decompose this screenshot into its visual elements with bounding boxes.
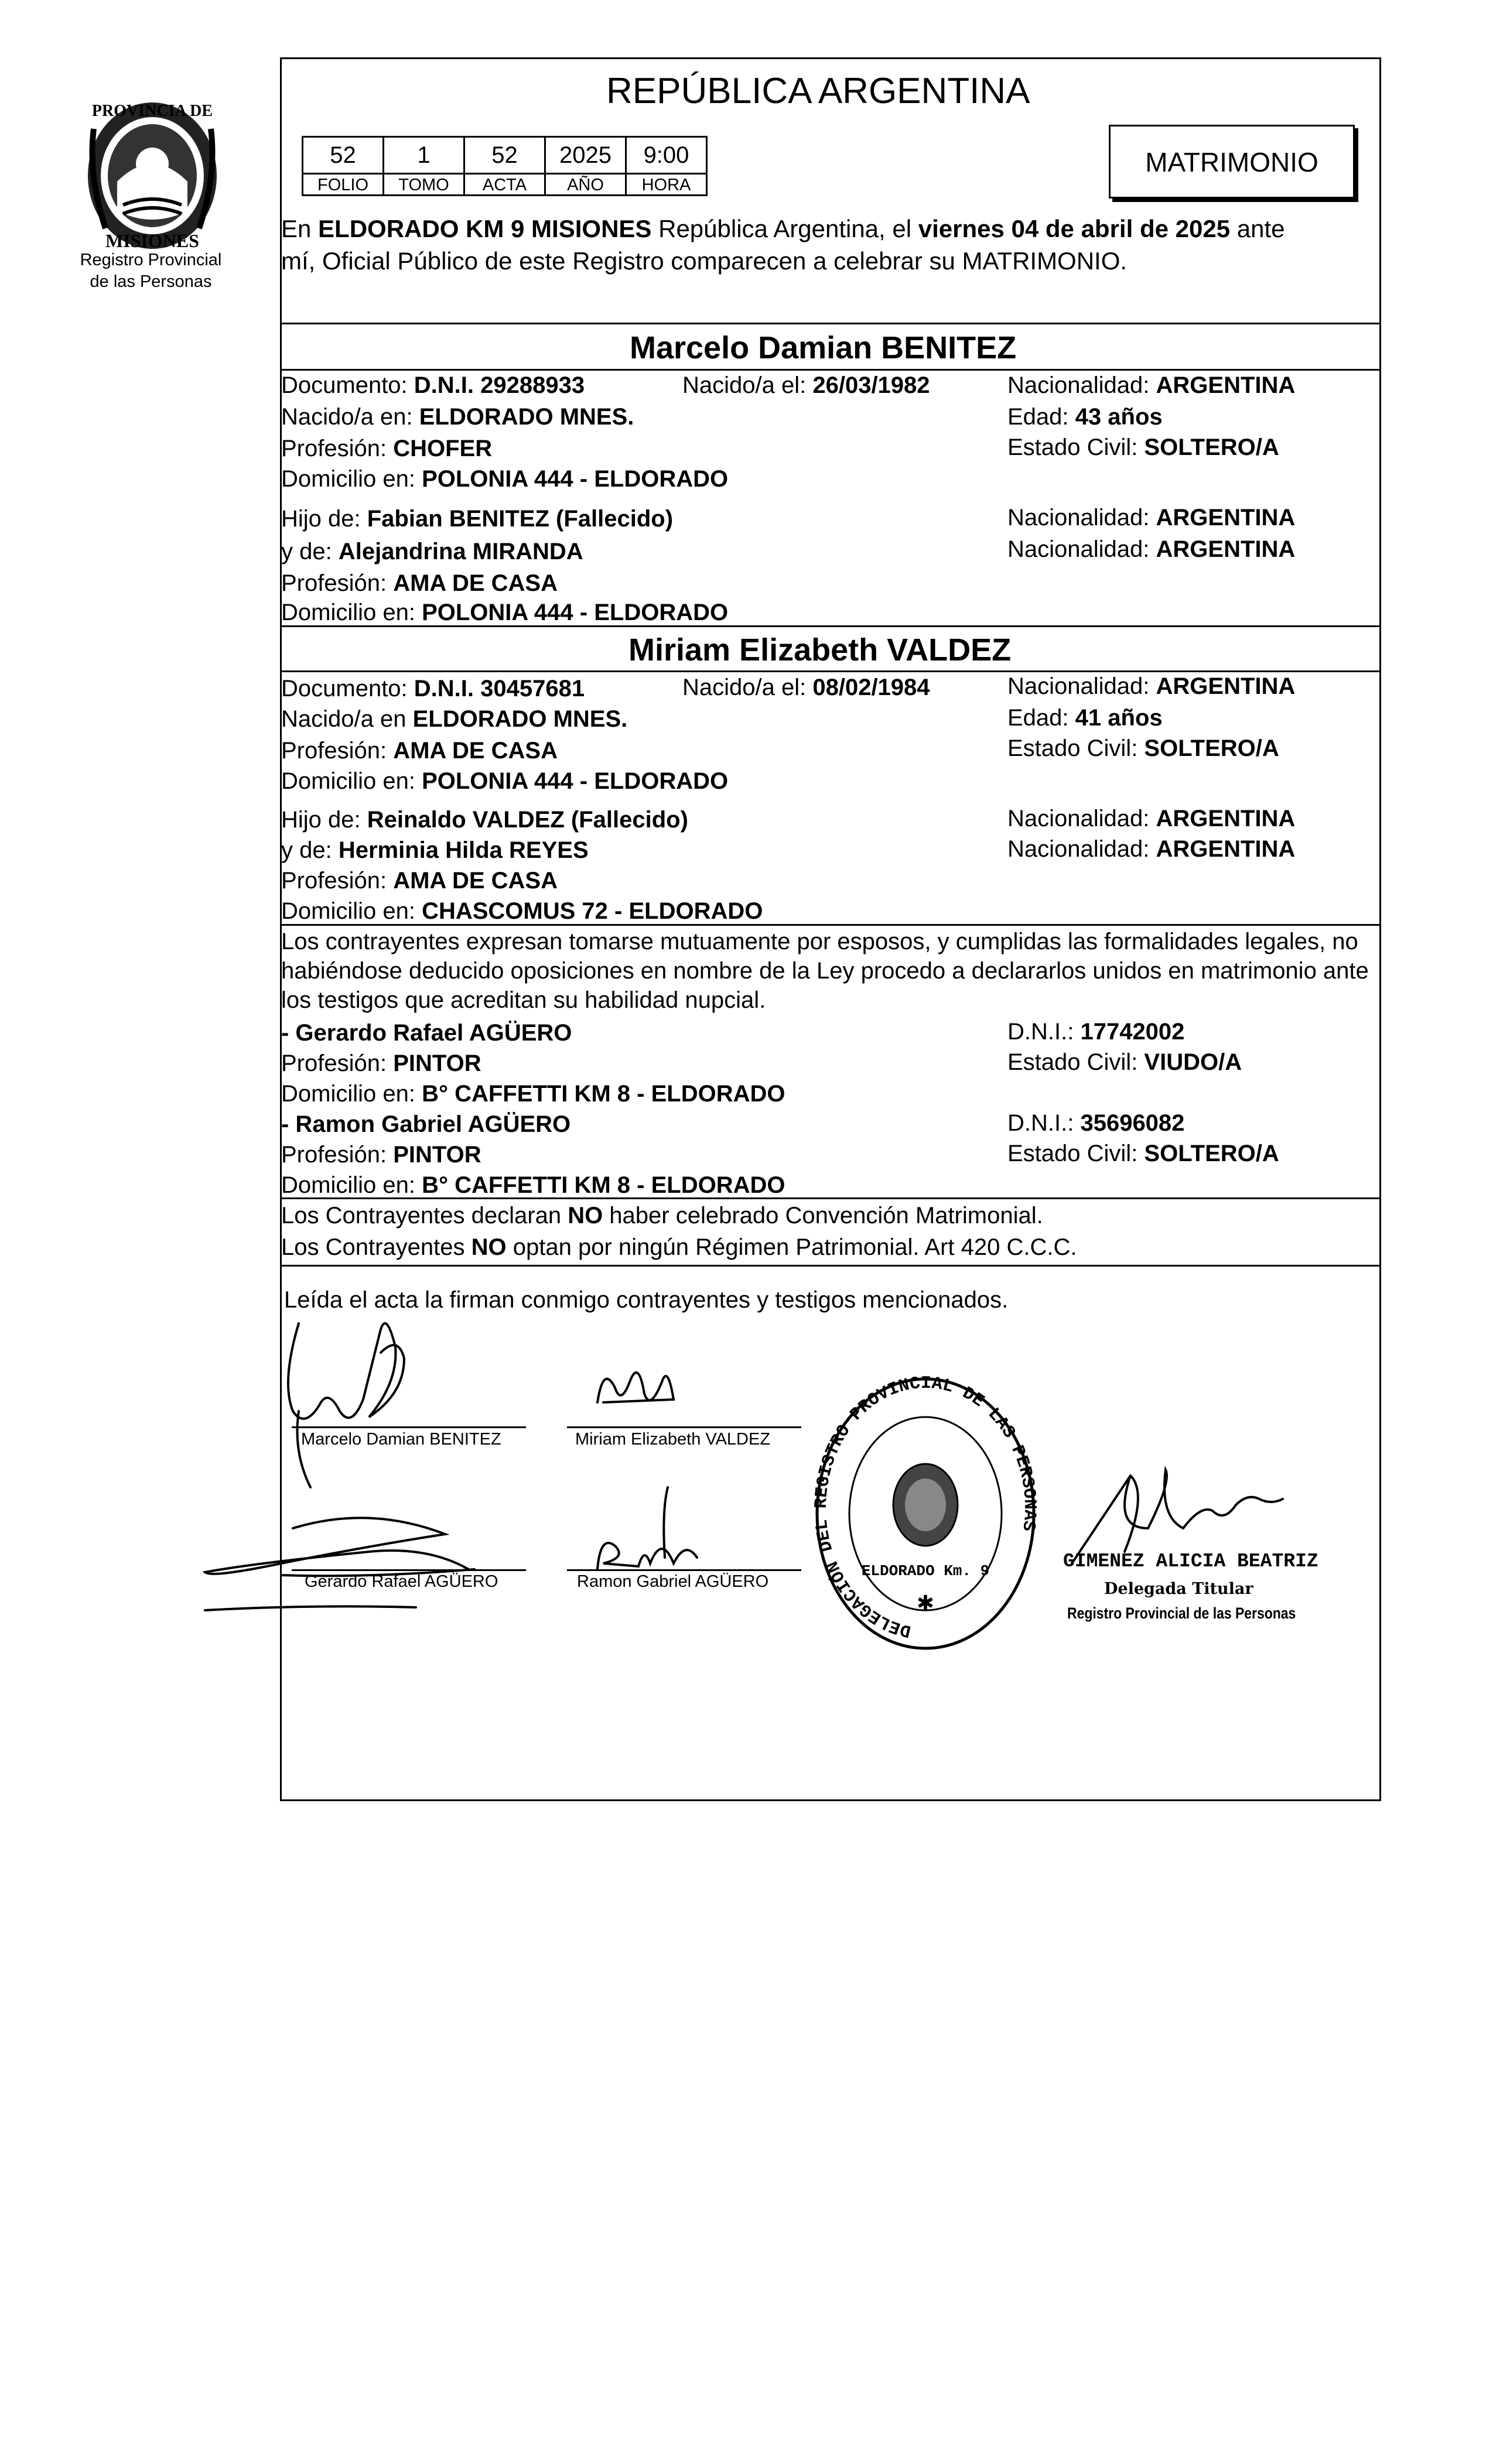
- acta-value: 52: [463, 136, 546, 174]
- divider: [280, 369, 1381, 371]
- witness1-profession: Profesión: PINTOR: [281, 1050, 481, 1076]
- spouse2-age: Edad: 41 años: [1007, 705, 1163, 731]
- spouse1-birth-place: Nacido/a en: ELDORADO MNES.: [281, 404, 634, 430]
- spouse2-name: Miriam Elizabeth VALDEZ: [628, 632, 1012, 668]
- spouse1-age: Edad: 43 años: [1007, 404, 1163, 430]
- witness1-dni: D.N.I.: 17742002: [1007, 1019, 1185, 1045]
- tomo-value: 1: [382, 136, 465, 174]
- spouse1-document: Documento: D.N.I. 29288933: [281, 372, 585, 398]
- declaration-line-2: habiéndose deducido oposiciones en nombre de la Ley procedo a declararlos unidos en matrimonio ante: [281, 958, 1369, 984]
- intro-line-2: mí, Oficial Público de este Registro comparecen a celebrar su MATRIMONIO.: [281, 247, 1128, 275]
- spouse2-birth-place: Nacido/a en ELDORADO MNES.: [281, 706, 628, 732]
- hora-label: HORA: [625, 173, 708, 196]
- witness2-name: - Ramon Gabriel AGÜERO: [281, 1111, 571, 1137]
- spouse1-profession: Profesión: CHOFER: [281, 436, 493, 461]
- seal-icon: [814, 1376, 1037, 1651]
- spouse2-nationality: Nacionalidad: ARGENTINA: [1007, 673, 1296, 699]
- anio-label: AÑO: [544, 173, 627, 196]
- spouse2-parent-address: Domicilio en: CHASCOMUS 72 - ELDORADO: [281, 898, 763, 924]
- province-emblem: [82, 94, 223, 255]
- divider: [280, 1265, 1381, 1267]
- registry-label: Registro Provincial: [80, 251, 222, 269]
- hora-value: 9:00: [625, 136, 708, 174]
- spouse2-birth-date: Nacido/a el: 08/02/1984: [682, 675, 930, 700]
- signature-label-spouse1: Marcelo Damian BENITEZ: [301, 1430, 501, 1449]
- signature-label-witness1: Gerardo Rafael AGÜERO: [305, 1572, 498, 1591]
- regime-line-2: Los Contrayentes NO optan por ningún Régimen Patrimonial. Art 420 C.C.C.: [281, 1234, 1077, 1260]
- divider: [280, 1197, 1381, 1199]
- spouse1-parent-address: Domicilio en: POLONIA 444 - ELDORADO: [281, 600, 729, 625]
- signature-label-spouse2: Miriam Elizabeth VALDEZ: [575, 1430, 771, 1449]
- spouse1-address: Domicilio en: POLONIA 444 - ELDORADO: [281, 466, 729, 492]
- country-title: REPÚBLICA ARGENTINA: [606, 71, 1030, 111]
- spouse1-father-nationality: Nacionalidad: ARGENTINA: [1007, 505, 1296, 531]
- witness1-name: - Gerardo Rafael AGÜERO: [281, 1020, 572, 1046]
- intro-line-1: En ELDORADO KM 9 MISIONES República Argentina, el viernes 04 de abril de 2025 ante: [281, 215, 1285, 242]
- svg-text:MISIONES: MISIONES: [105, 230, 200, 251]
- officer-title: Delegada Titular: [1104, 1580, 1253, 1598]
- witness1-civil-status: Estado Civil: VIUDO/A: [1007, 1049, 1242, 1075]
- svg-text:DELEGACIÓN DEL REGISTRO PROVIN: DELEGACIÓN DEL EGISTRO PROVINCIAL DE LAS PERS S: [814, 1376, 1037, 1641]
- regime-line-1: Los Contrayentes declaran NO haber celebrado Convención Matrimonial.: [281, 1203, 1043, 1228]
- spouse2-parent-profession: Profesión: AMA DE CASA: [281, 868, 558, 894]
- spouse2-father-nationality: Nacionalidad: ARGENTINA: [1007, 806, 1296, 831]
- officer-name: GIMENEZ ALICIA BEATRIZ: [1063, 1551, 1318, 1572]
- acta-label: ACTA: [463, 173, 546, 196]
- spouse2-father: Hijo de: Reinaldo VALDEZ (Fallecido): [281, 807, 688, 833]
- spouse2-document: Documento: D.N.I. 30457681: [281, 676, 585, 701]
- divider: [280, 670, 1381, 672]
- spouse2-mother-nationality: Nacionalidad: ARGENTINA: [1007, 836, 1296, 862]
- declaration-line-1: Los contrayentes expresan tomarse mutuamente por esposos, y cumplidas las formalidades legales, no: [281, 929, 1358, 954]
- closing-text: Leída el acta la firman conmigo contrayentes y testigos mencionados.: [284, 1287, 1009, 1313]
- spouse2-mother: y de: Herminia Hilda REYES: [281, 837, 589, 863]
- spouse1-civil-status: Estado Civil: SOLTERO/A: [1007, 434, 1279, 460]
- official-seal: [814, 1376, 1037, 1651]
- witness2-profession: Profesión: PINTOR: [281, 1142, 481, 1168]
- spouse1-parent-profession: Profesión: AMA DE CASA: [281, 570, 558, 596]
- folio-label: FOLIO: [302, 173, 384, 196]
- spouse2-profession: Profesión: AMA DE CASA: [281, 738, 558, 764]
- spouse1-father: Hijo de: Fabian BENITEZ (Fallecido): [281, 506, 674, 532]
- signature-label-witness2: Ramon Gabriel AGÜERO: [577, 1572, 769, 1591]
- doc-type-label: MATRIMONIO: [1145, 147, 1318, 177]
- divider: [280, 323, 1381, 324]
- spouse1-birth-date: Nacido/a el: 26/03/1982: [682, 372, 930, 398]
- anio-value: 2025: [544, 136, 627, 174]
- svg-text:PROVINCIA DE: PROVINCIA DE: [91, 102, 213, 120]
- declaration-line-3: los testigos que acreditan su habilidad nupcial.: [281, 987, 766, 1013]
- folio-value: 52: [302, 136, 384, 174]
- divider: [280, 625, 1381, 627]
- svg-text:ELDORADO Km. 9: ELDORADO Km. 9: [861, 1562, 990, 1580]
- registry-label-2: de las Personas: [90, 272, 212, 291]
- spouse2-civil-status: Estado Civil: SOLTERO/A: [1007, 735, 1279, 761]
- tomo-label: TOMO: [382, 173, 465, 196]
- witness2-address: Domicilio en: B° CAFFETTI KM 8 - ELDORADO: [281, 1172, 785, 1198]
- spouse1-mother-nationality: Nacionalidad: ARGENTINA: [1007, 536, 1296, 562]
- witness2-civil-status: Estado Civil: SOLTERO/A: [1007, 1141, 1279, 1166]
- witness2-dni: D.N.I.: 35696082: [1007, 1110, 1185, 1136]
- spouse1-name: Marcelo Damian BENITEZ: [630, 330, 1017, 365]
- witness1-address: Domicilio en: B° CAFFETTI KM 8 - ELDORADO: [281, 1081, 785, 1107]
- spouse1-mother: y de: Alejandrina MIRANDA: [281, 539, 583, 564]
- officer-office: Registro Provincial de las Personas: [1067, 1604, 1296, 1622]
- handwritten-signatures: [193, 1312, 838, 1640]
- divider: [280, 924, 1381, 926]
- spouse1-nationality: Nacionalidad: ARGENTINA: [1007, 372, 1296, 398]
- spouse2-address: Domicilio en: POLONIA 444 - ELDORADO: [281, 768, 729, 794]
- svg-text:✱: ✱: [916, 1591, 935, 1615]
- doc-type-box: [1109, 125, 1355, 199]
- emblem-icon: [82, 94, 223, 255]
